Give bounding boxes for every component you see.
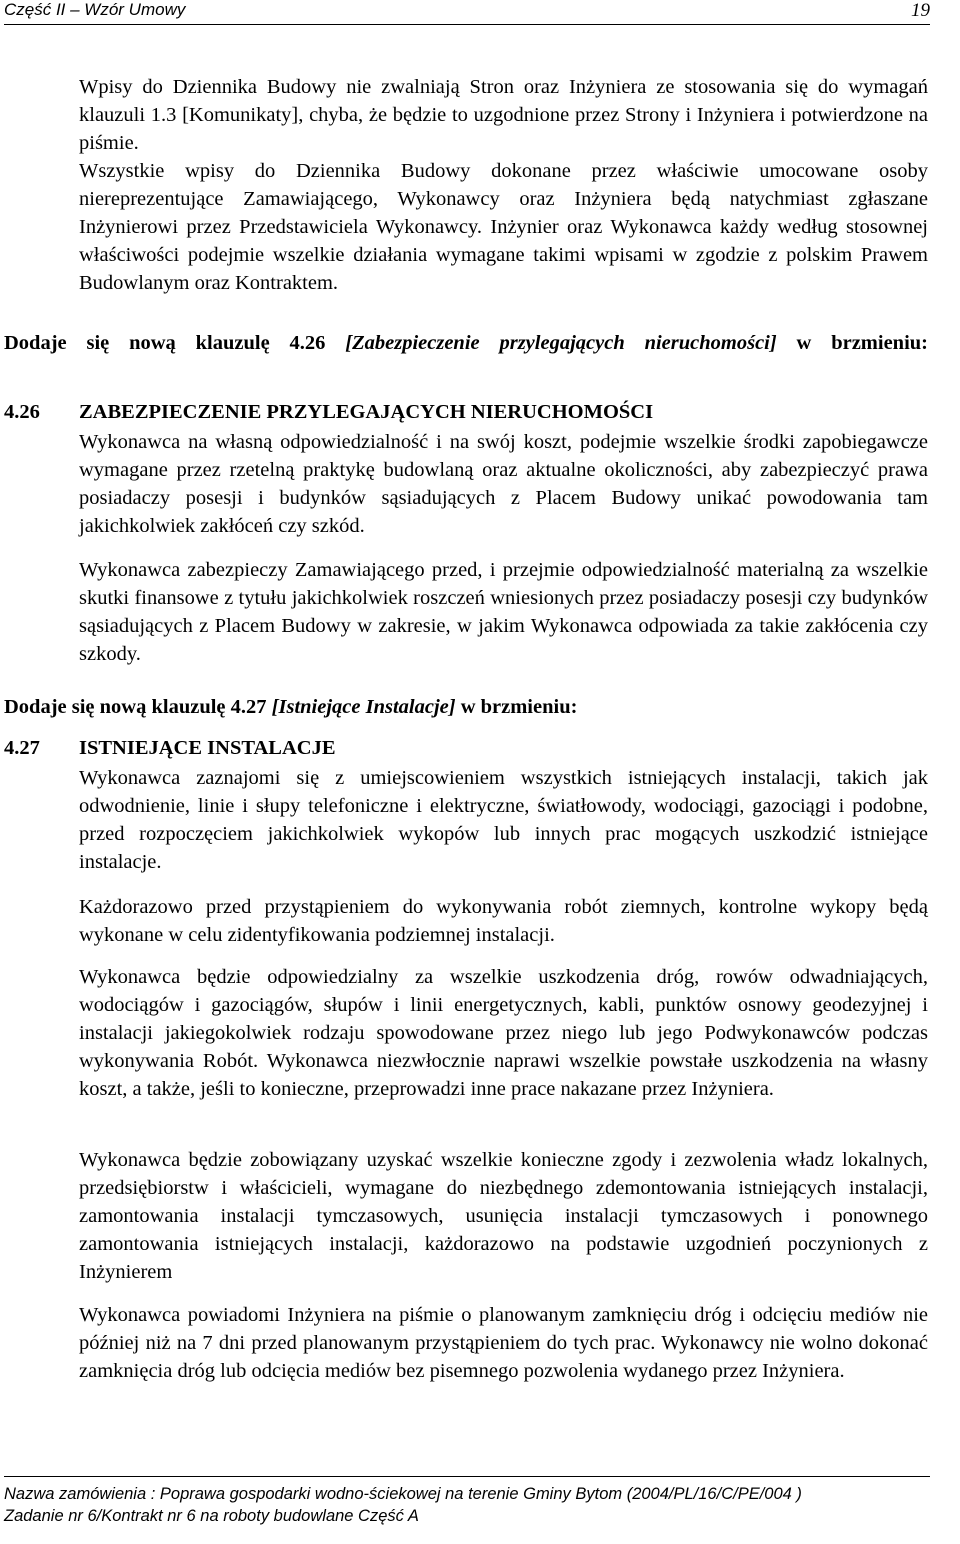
- section-paragraph: Wykonawca zabezpieczy Zamawiającego przed, i przejmie odpowiedzialność materialną za wszelkie skutki finansowe z tytułu jakichkolwiek roszczeń wniesionych przez posiadaczy posesji czy budynków sąsiadujących z Placem Budowy w zakresie, w jakim Wykonawca odpowiada za takie zakłócenia czy szkody.: [79, 559, 928, 665]
- section-paragraph: Wykonawca powiadomi Inżyniera na piśmie o planowanym zamknięciu dróg i odcięciu mediów nie później niż na 7 dni przed planowanym przystąpieniem do tych prac. Wykonawcy nie wolno dokonać zamknięcia dróg lub odcięcia mediów bez pisemnego pozwolenia wydanego przez Inżyniera.: [79, 1304, 928, 1382]
- section-number: 4.27: [4, 737, 40, 759]
- paragraph-diary-notification: Wszystkie wpisy do Dziennika Budowy dokonane przez właściwie umocowane osoby niereprezentujące Zamawiającego, Wykonawcy oraz Inżyniera będą natychmiast zgłaszane Inżynierowi przez Przedstawiciela Wykonawcy. Inżynier oraz Wykonawca każdy według stosownej właściwości podejmie wszelkie działania wymagane takimi wpisami w zgodzie z polskim Prawem Budowlanym oraz Kontraktem.: [79, 160, 928, 294]
- page-footer: [4, 1476, 930, 1527]
- section-paragraph: Wykonawca na własną odpowiedzialność i na swój koszt, podejmie wszelkie środki zapobiegawcze wymagane przez rzetelną praktykę budowlaną oraz aktualne okoliczności, aby zabezpieczyć prawa posiadaczy posesji i budynków sąsiadujących z Placem Budowy unikać powodowania tam jakichkolwiek zakłóceń czy szkód.: [79, 431, 928, 537]
- footer-contract-task: Zadanie nr 6/Kontrakt nr 6 na roboty budowlane Część A: [4, 1507, 419, 1525]
- amendment-suffix: w brzmieniu:: [776, 332, 928, 354]
- amendment-clause-4-27: [4, 693, 928, 721]
- amendment-suffix: w brzmieniu:: [455, 696, 578, 718]
- section-paragraph: Wykonawca zaznajomi się z umiejscowieniem wszystkich istniejących instalacji, takich jak odwodnienie, linie i słupy telefoniczne i elektryczne, światłowody, wodociągi, gazociągi i podobne, przed rozpoczęciem jakichkolwiek wykopów lub innych prac mogących uszkodzić istniejące instalacje.: [79, 767, 928, 873]
- page-header: [4, 0, 930, 25]
- section-title: ISTNIEJĄCE INSTALACJE: [79, 737, 336, 759]
- page-number: 19: [911, 0, 930, 21]
- header-title: Część II – Wzór Umowy: [4, 0, 186, 19]
- section-paragraph: Każdorazowo przed przystąpieniem do wykonywania robót ziemnych, kontrolne wykopy będą wykonane w celu zidentyfikowania podziemnej instalacji.: [79, 896, 928, 946]
- amendment-prefix: Dodaje się nową klauzulę 4.27: [4, 696, 272, 718]
- section-paragraph: Wykonawca będzie zobowiązany uzyskać wszelkie konieczne zgody i zezwolenia władz lokalnych, przedsiębiorstw i właścicieli, wymagane do niezbędnego zdemontowania istniejących instalacji, zamontowania instalacji tymczasowych, usunięcia instalacji tymczasowych i ponownego zamontowania istniejących instalacji, każdorazowo na podstawie uzgodnień poczynionych z Inżynierem: [79, 1149, 928, 1283]
- section-title: ZABEZPIECZENIE PRZYLEGAJĄCYCH NIERUCHOMOŚCI: [79, 401, 654, 423]
- amendment-clause-4-26: [4, 329, 928, 357]
- section-paragraph: Wykonawca będzie odpowiedzialny za wszelkie uszkodzenia dróg, rowów odwadniających, wodociągów i gazociągów, słupów i linii energetycznych, kabli, punktów osnowy geodezyjnej i instalacji jakiegokolwiek rodzaju spowodowane przez niego lub jego Podwykonawców podczas wykonywania Robót. Wykonawca niezwłocznie naprawi wszelkie powstałe uszkodzenia na własny koszt, a także, jeśli to konieczne, przeprowadzi inne prace nakazane przez Inżyniera.: [79, 966, 928, 1100]
- amendment-prefix: Dodaje się nową klauzulę 4.26: [4, 332, 346, 354]
- section-number: 4.26: [4, 401, 40, 423]
- amendment-clause-name: [Zabezpieczenie przylegających nieruchomości]: [345, 332, 777, 354]
- paragraph-diary-entries: Wpisy do Dziennika Budowy nie zwalniają Stron oraz Inżyniera ze stosowania się do wymagań klauzuli 1.3 [Komunikaty], chyba, że będzie to uzgodnione przez Strony i Inżyniera i potwierdzone na piśmie.: [79, 76, 928, 154]
- amendment-clause-name: [Istniejące Instalacje]: [271, 696, 456, 718]
- footer-contract-name: Nazwa zamówienia : Poprawa gospodarki wodno-ściekowej na terenie Gminy Bytom (2004/PL/16/C/PE/004 ): [4, 1485, 802, 1503]
